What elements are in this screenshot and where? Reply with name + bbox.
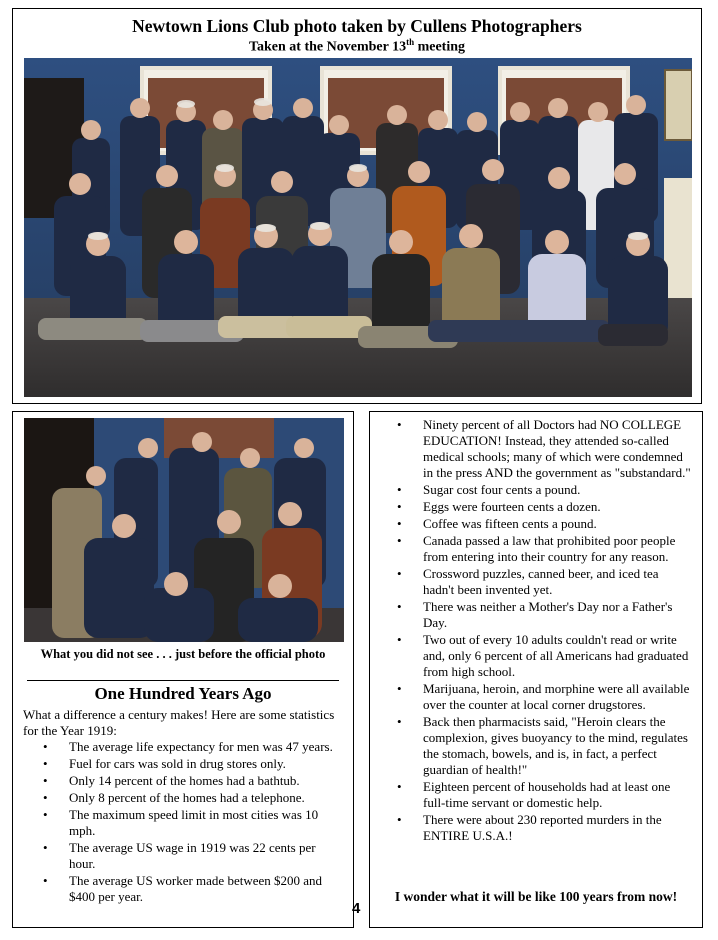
bullet-icon: • xyxy=(43,807,48,822)
divider xyxy=(27,680,339,681)
list-item-text: Coffee was fifteen cents a pound. xyxy=(423,516,597,531)
subtitle-text-end: meeting xyxy=(414,39,466,55)
list-item xyxy=(43,739,341,755)
list-item-text: Marijuana, heroin, and morphine were all available over the counter at local corner drugstores. xyxy=(423,681,690,712)
list-item xyxy=(397,812,692,844)
list-item xyxy=(397,417,692,481)
list-item xyxy=(397,779,692,811)
list-item xyxy=(397,516,692,532)
painting xyxy=(665,70,692,140)
bullet-icon: • xyxy=(397,632,402,647)
list-item xyxy=(397,533,692,565)
list-item-text: Two out of every 10 adults couldn't read or write and, only 6 percent of all Americans had graduated from high school. xyxy=(423,632,689,679)
bullet-icon: • xyxy=(397,482,402,497)
article-intro: What a difference a century makes! Here are some statistics for the Year 1919: xyxy=(23,707,335,738)
list-item xyxy=(397,482,692,498)
group-photo xyxy=(24,58,692,397)
bullet-icon: • xyxy=(397,599,402,614)
bullet-icon: • xyxy=(43,773,48,788)
list-item xyxy=(397,599,692,631)
list-item-text: Crossword puzzles, canned beer, and iced tea hadn't been invented yet. xyxy=(423,566,659,597)
list-item-text: There was neither a Mother's Day nor a Father's Day. xyxy=(423,599,673,630)
list-item-text: Only 14 percent of the homes had a bathtub. xyxy=(69,773,300,788)
candid-photo-image xyxy=(24,418,344,642)
list-item-text: Sugar cost four cents a pound. xyxy=(423,482,581,497)
list-item xyxy=(43,773,341,789)
bullet-icon: • xyxy=(397,516,402,531)
article-heading: One Hundred Years Ago xyxy=(94,684,272,703)
right-article-panel xyxy=(369,411,703,928)
bullet-icon: • xyxy=(43,739,48,754)
list-item-text: The maximum speed limit in most cities was 10 mph. xyxy=(69,807,319,838)
bullet-icon: • xyxy=(397,714,402,729)
bullet-icon: • xyxy=(397,417,402,432)
left-article-panel xyxy=(12,411,354,928)
list-item xyxy=(397,632,692,680)
page-title: Newtown Lions Club photo taken by Cullens Photographers xyxy=(132,16,582,36)
bullet-icon: • xyxy=(397,812,402,827)
bullet-icon: • xyxy=(43,873,48,888)
bullet-icon: • xyxy=(397,533,402,548)
closing-line: I wonder what it will be like 100 years from now! xyxy=(394,889,678,904)
list-item xyxy=(397,681,692,713)
list-item xyxy=(43,840,341,872)
bullet-icon: • xyxy=(397,681,402,696)
bullet-icon: • xyxy=(43,840,48,855)
bullet-icon: • xyxy=(397,566,402,581)
subtitle-superscript: th xyxy=(406,37,415,47)
group-photo-image xyxy=(24,58,692,397)
list-item-text: Ninety percent of all Doctors had NO COLLEGE EDUCATION! Instead, they attended so-called medical schools; many of which were condemned in the press AND the government as "substandard." xyxy=(423,417,691,480)
facts-list-right xyxy=(397,417,692,845)
list-item-text: Eighteen percent of households had at least one full-time servant or domestic help. xyxy=(423,779,671,810)
list-item-text: Fuel for cars was sold in drug stores only. xyxy=(69,756,286,771)
page-number: 4 xyxy=(352,900,361,917)
list-item-text: There were about 230 reported murders in the ENTIRE U.S.A.! xyxy=(423,812,662,843)
list-item-text: The average US wage in 1919 was 22 cents per hour. xyxy=(69,840,316,871)
subtitle-text: Taken at the November 13 xyxy=(248,39,407,55)
list-item-text: The average US worker made between $200 and $400 per year. xyxy=(69,873,323,904)
bullet-icon: • xyxy=(43,790,48,805)
photo-caption: What you did not see . . . just before the official photo xyxy=(40,647,326,661)
list-item-text: Back then pharmacists said, "Heroin clears the complexion, gives buoyancy to the mind, regulates the stomach, bowels, and is, in fact, a perfect guardian of health!" xyxy=(423,714,688,777)
bullet-icon: • xyxy=(397,499,402,514)
list-item xyxy=(43,807,341,839)
list-item xyxy=(43,873,341,905)
list-item xyxy=(397,499,692,515)
facts-list-left xyxy=(43,739,341,906)
photo-subtitle xyxy=(13,37,701,56)
group-photo-panel xyxy=(12,8,702,404)
list-item xyxy=(397,566,692,598)
candid-photo xyxy=(24,418,344,642)
list-item-text: Only 8 percent of the homes had a telephone. xyxy=(69,790,305,805)
bullet-icon: • xyxy=(43,756,48,771)
list-item-text: Canada passed a law that prohibited poor people from entering into their country for any reason. xyxy=(423,533,676,564)
bullet-icon: • xyxy=(397,779,402,794)
list-item xyxy=(43,790,341,806)
list-item-text: The average life expectancy for men was 47 years. xyxy=(69,739,333,754)
list-item xyxy=(397,714,692,778)
list-item xyxy=(43,756,341,772)
list-item-text: Eggs were fourteen cents a dozen. xyxy=(423,499,601,514)
